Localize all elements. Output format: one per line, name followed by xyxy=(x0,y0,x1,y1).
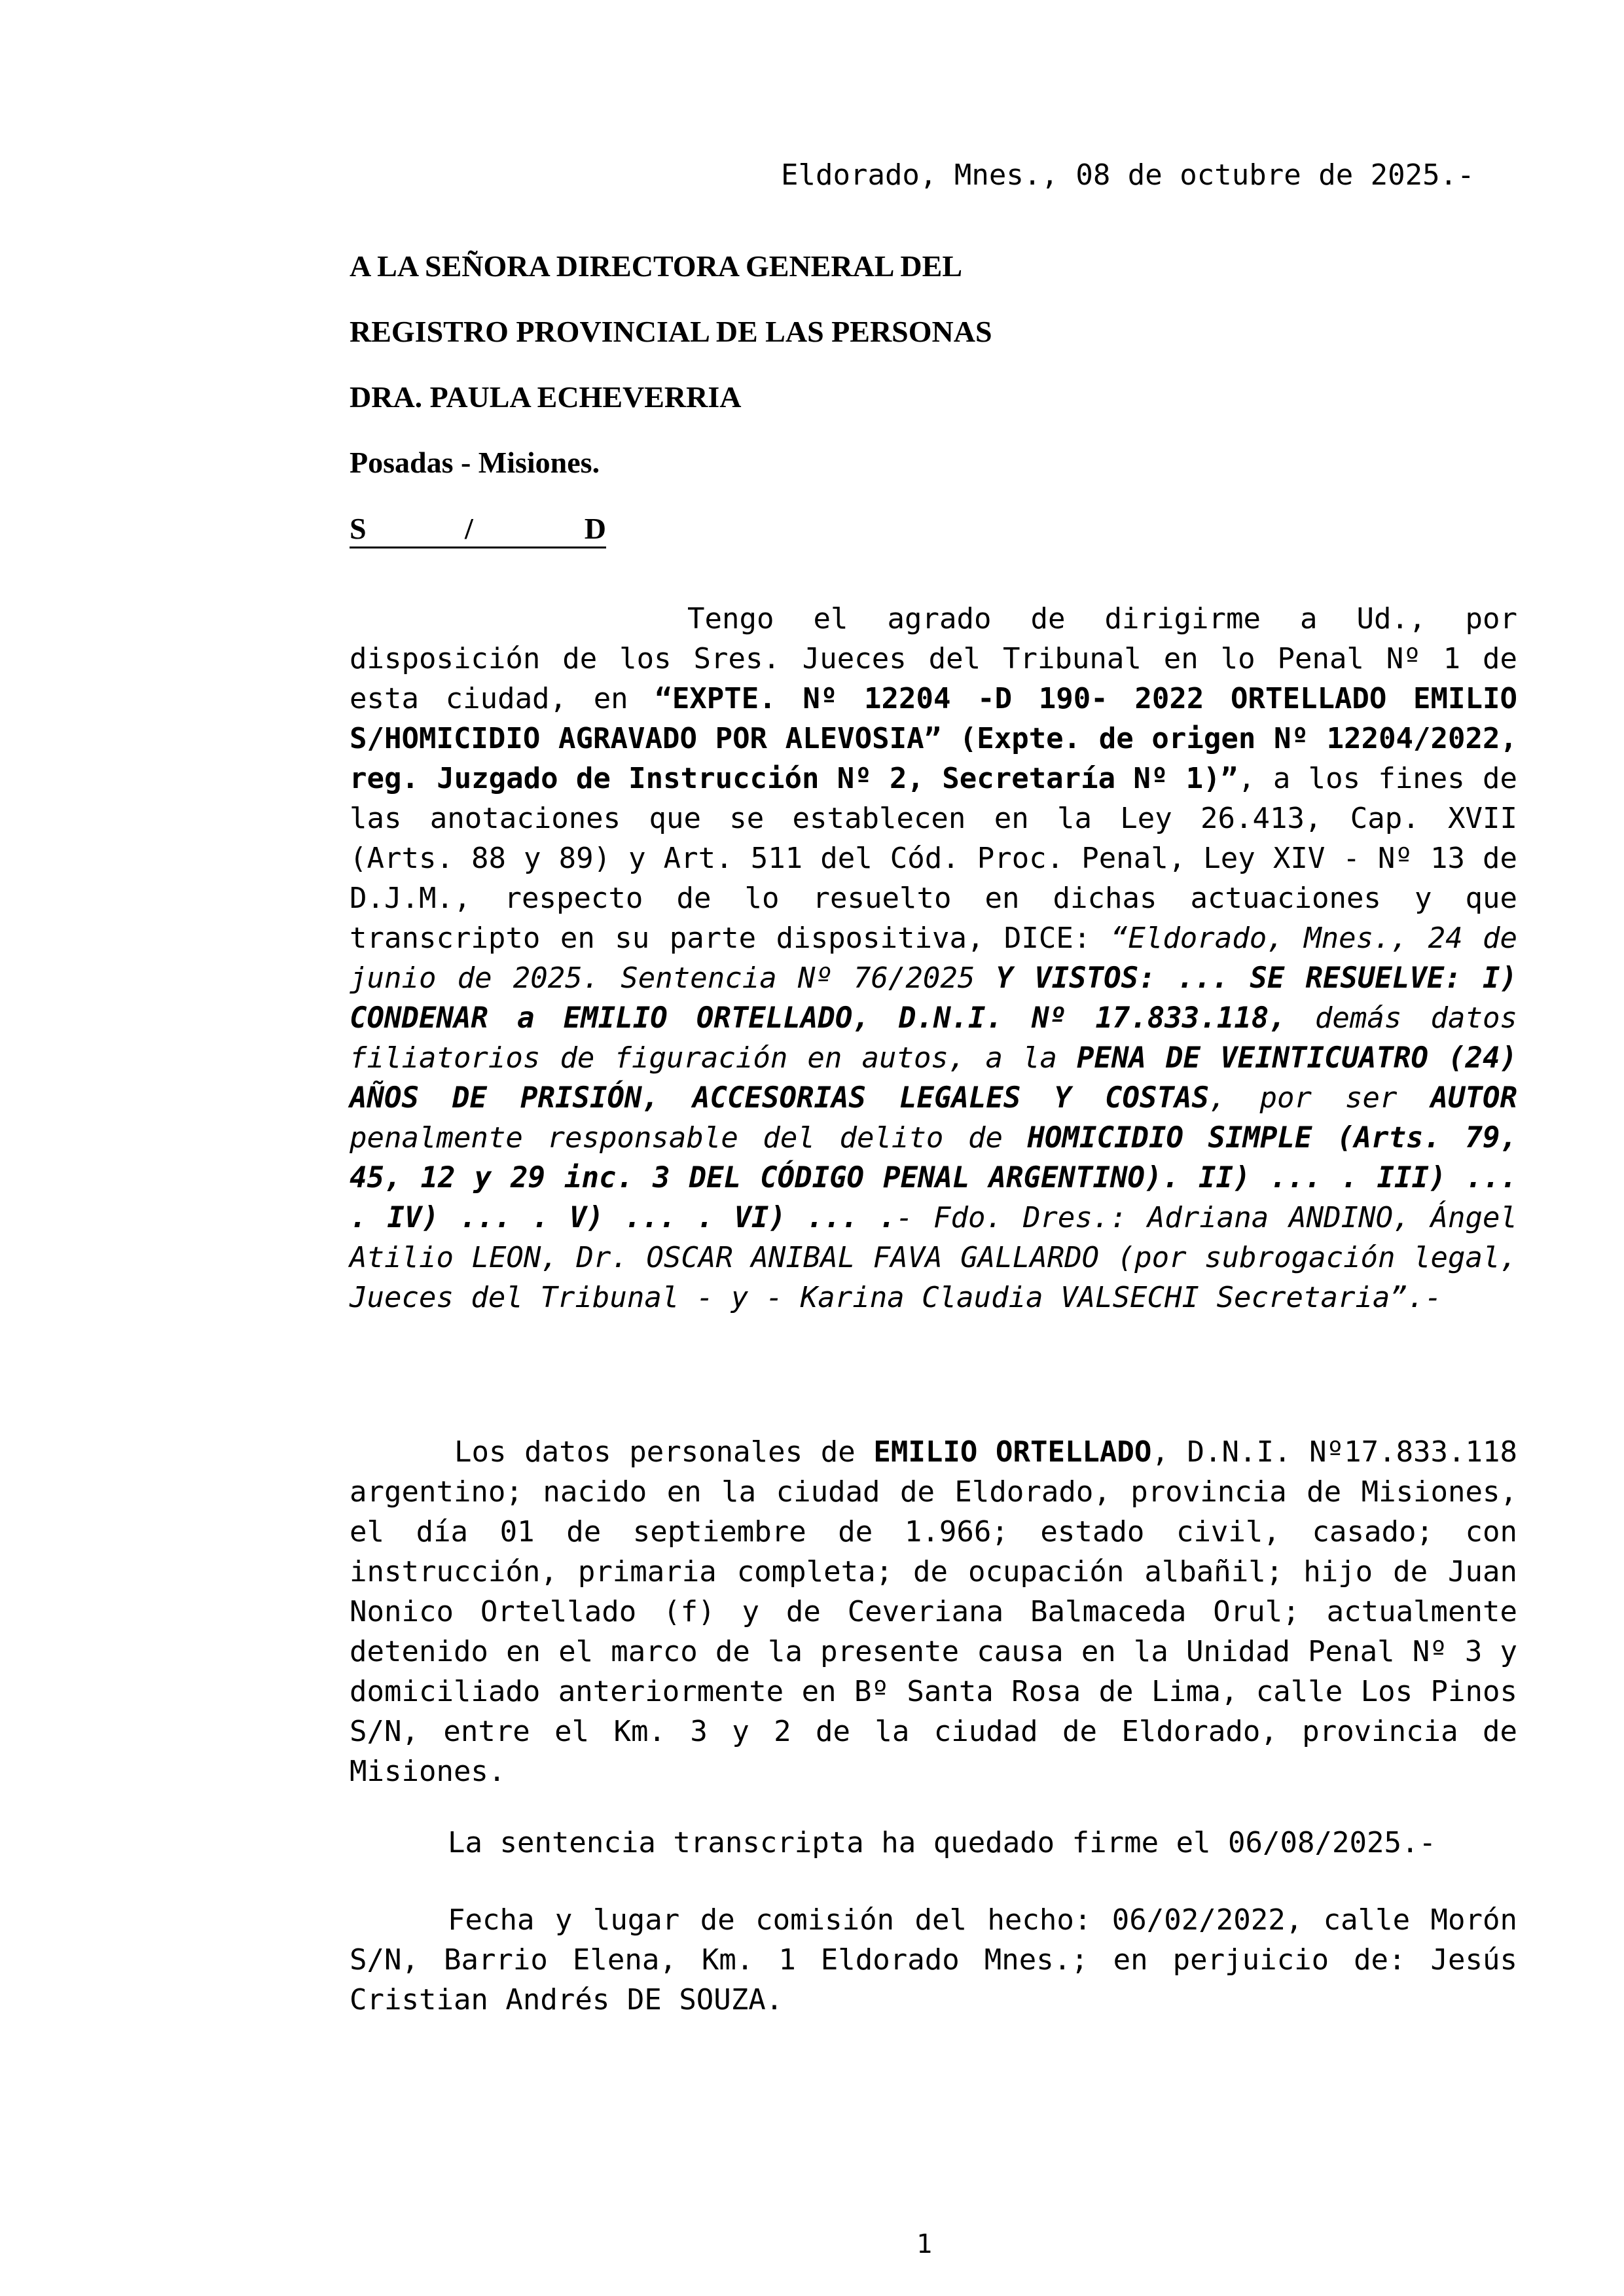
sd-d: D xyxy=(584,512,606,545)
page-number: 1 xyxy=(916,2229,933,2259)
p1-intro: Tengo el agrado de dirigirme a Ud., por disposición de los Sres. Jueces del Tribunal en lo Penal Nº 1 de esta ciudad, en xyxy=(350,602,1517,715)
p1-responsibility: penalmente responsable del delito de xyxy=(350,1121,1028,1155)
p1-purpose: , a los fines de las anotaciones que se establecen en la Ley 26.413, Cap. XVII (Arts. 88 y 89) y Art. 511 del Cód. Proc. Penal, Ley XIV - Nº 13 de D.J.M., respecto de lo resuelto en dichas actuaciones y que transcripto en su parte dispositiva, DICE: xyxy=(350,762,1517,955)
addressee-office: REGISTRO PROVINCIAL DE LAS PERSONAS xyxy=(350,315,992,348)
addressee-location: Posadas - Misiones. xyxy=(350,446,600,479)
addressee-name: DRA. PAULA ECHEVERRIA xyxy=(350,380,742,414)
p2-details: , D.N.I. Nº17.833.118 argentino; nacido en la ciudad de Eldorado, provincia de Misiones, el día 01 de septiembre de 1.966; estado civil, casado; con instrucción, primaria completa; de ocupación albañil; hijo de Juan Nonico Ortellado (f) y de Ceveriana Balmaceda Orul; actualmente detenido en el marco de la presente causa en la Unidad Penal Nº 3 y domiciliado anteriormente en Bº Santa Rosa de Lima, calle Los Pinos S/N, entre el Km. 3 y 2 de la ciudad de Eldorado, provincia de Misiones. xyxy=(350,1435,1517,1788)
p2-name: EMILIO ORTELLADO xyxy=(873,1435,1152,1469)
paragraph-event-details: Fecha y lugar de comisión del hecho: 06/02/2022, calle Morón S/N, Barrio Elena, Km. 1 Eldorado Mnes.; en perjuicio de: Jesús Cristian Andrés DE SOUZA. xyxy=(350,1903,1517,2017)
p1-case-title: “EXPTE. Nº 12204 -D 190- 2022 ORTELLADO EMILIO S/HOMICIDIO AGRAVADO POR ALEVOSIA” (Expte. de origen Nº 12204/2022, reg. Juzgado de Instrucción Nº 2, Secretaría Nº 1)” xyxy=(350,682,1517,795)
salutation-sd xyxy=(350,509,606,548)
paragraph-personal-data xyxy=(350,1432,1517,1791)
paragraph-firm-sentence: La sentencia transcripta ha quedado firme el 06/08/2025.- xyxy=(448,1826,1436,1859)
p1-sentence-connector: , por ser xyxy=(1208,1081,1431,1115)
p1-penalty: PENA DE VEINTICUATRO (24) AÑOS DE PRISIÓN, ACCESORIAS LEGALES Y COSTAS xyxy=(350,1041,1517,1115)
date-line: Eldorado, Mnes., 08 de octubre de 2025.- xyxy=(781,158,1475,192)
sd-slash: / xyxy=(465,512,473,545)
p1-sentence-middle: demás datos filiatorios de figuración en autos, a la xyxy=(350,1001,1517,1075)
addressee-title: A LA SEÑORA DIRECTORA GENERAL DEL xyxy=(350,249,963,283)
paragraph-main-body xyxy=(350,599,1517,1318)
sd-s: S xyxy=(350,512,367,545)
p1-resolution: Y VISTOS: ... SE RESUELVE: I) CONDENAR a EMILIO ORTELLADO, D.N.I. Nº 17.833.118, xyxy=(350,961,1518,1035)
p1-autor: AUTOR xyxy=(1430,1081,1517,1115)
p1-sentence-intro: “Eldorado, Mnes., 24 de junio de 2025. Sentencia Nº 76/2025 xyxy=(350,922,1517,995)
p1-crime: HOMICIDIO SIMPLE (Arts. 79, 45, 12 y 29 inc. 3 DEL CÓDIGO PENAL ARGENTINO). II) ... . III) ... . IV) ... . V) ... . VI) ... . xyxy=(350,1121,1517,1234)
p1-signatures: - Fdo. Dres.: Adriana ANDINO, Ángel Atilio LEON, Dr. OSCAR ANIBAL FAVA GALLARDO (por subrogación legal, Jueces del Tribunal - y - Karina Claudia VALSECHI Secretaria”.- xyxy=(350,1201,1517,1314)
p2-intro: Los datos personales de xyxy=(454,1435,874,1469)
